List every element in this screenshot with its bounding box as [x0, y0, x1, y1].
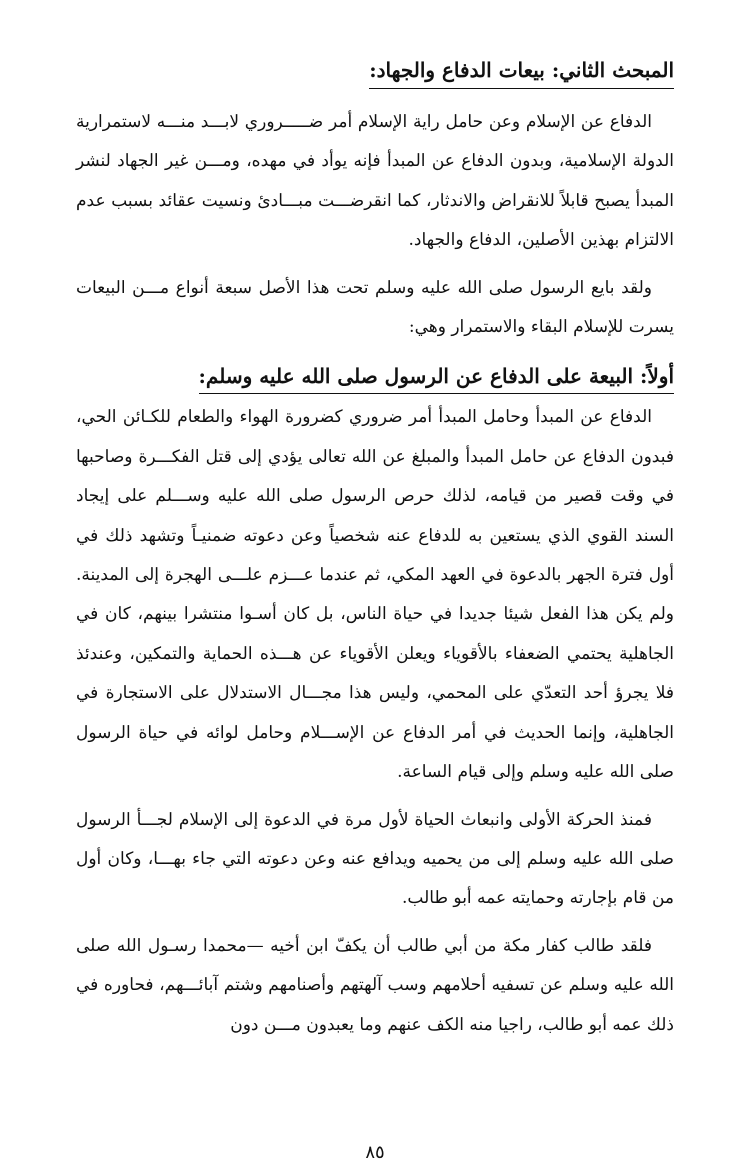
section-title: المبحث الثاني: بيعات الدفاع والجهاد: — [369, 52, 674, 89]
section-title-wrap — [76, 52, 674, 103]
body-paragraph-2: فمنذ الحركة الأولى وانبعاث الحياة لأول مرة في الدعوة إلى الإسلام لجـــأ الرسول صلى الله عليه وسلم إلى من يحميه ويدافع عنه وعن دعوته التي جاء بهـــا، وكان أول من قام بإجارته وحمايته عمه أبو طالب. — [76, 809, 674, 909]
intro-paragraph-1: الدفاع عن الإسلام وعن حامل راية الإسلام أمر ضـــــروري لابـــد منـــه لاستمرارية الدولة الإسلامية، وبدون الدفاع عن المبدأ فإنه يوأد في مهده، ومـــن غير الجهاد لنشر المبدأ يصبح قابلاً للانقراض والاندثار، كما انقرضـــت مبـــادئ ونسيت عقائد بسبب عدم الالتزام بهذين الأصلين، الدفاع والجهاد. — [76, 112, 674, 251]
subsection-title: أولاً: البيعة على الدفاع عن الرسول صلى الله عليه وسلم: — [199, 359, 675, 394]
body-paragraph-1: الدفاع عن المبدأ وحامل المبدأ أمر ضروري كضرورة الهواء والطعام للكـائن الحي، فبدون الدفاع عن حامل المبدأ والمبلغ عن الله تعالى يؤدي إلى قتل الفكـــرة وصاحبها في وقت قصير من قيامه، لذلك حرص الرسول صلى الله عليه وســـلم على إيجاد السند القوي الذي يستعين به للدفاع عنه شخصياً وعن دعوته ضمنيـاً وتشهد ذلك في أول فترة الجهر بالدعوة في العهد المكي، ثم عندما عـــزم علـــى الهجرة إلى المدينة. ولم يكن هذا الفعل شيئا جديدا في حياة الناس، بل كان أسـوا منتشرا بينهم، كان في الجاهلية يحتمي الضعفاء بالأقوياء ويعلن الأقوياء عن هـــذه الحماية والتمكين، وعندئذ فلا يجرؤ أحد التعدّي على المحمي، وليس هذا مجـــال الاستدلال على الاستجارة في الجاهلية، وإنما الحديث في أمر الدفاع عن الإســـلام وحامل لوائه في حياة الرسول صلى الله عليه وسلم وإلى قيام الساعة. — [76, 407, 674, 783]
body-paragraph-3: فلقد طالب كفار مكة من أبي طالب أن يكفّ ابن أخيه —محمدا رسـول الله صلى الله عليه وسلم عن تسفيه أحلامهم وسب آلهتهم وأصنامهم وشتم آبائـــهم، فحاوره في ذلك عمه أبو طالب، راجيا منه الكف عنهم وما يعبدون مـــن دون — [76, 935, 674, 1035]
subsection-title-wrap — [76, 355, 674, 398]
intro-paragraph-2: ولقد بايع الرسول صلى الله عليه وسلم تحت هذا الأصل سبعة أنواع مـــن البيعات يسرت للإسلام البقاء والاستمرار وهي: — [76, 277, 674, 338]
page-number: ٨٥ — [365, 1142, 385, 1163]
book-page — [76, 52, 674, 1163]
